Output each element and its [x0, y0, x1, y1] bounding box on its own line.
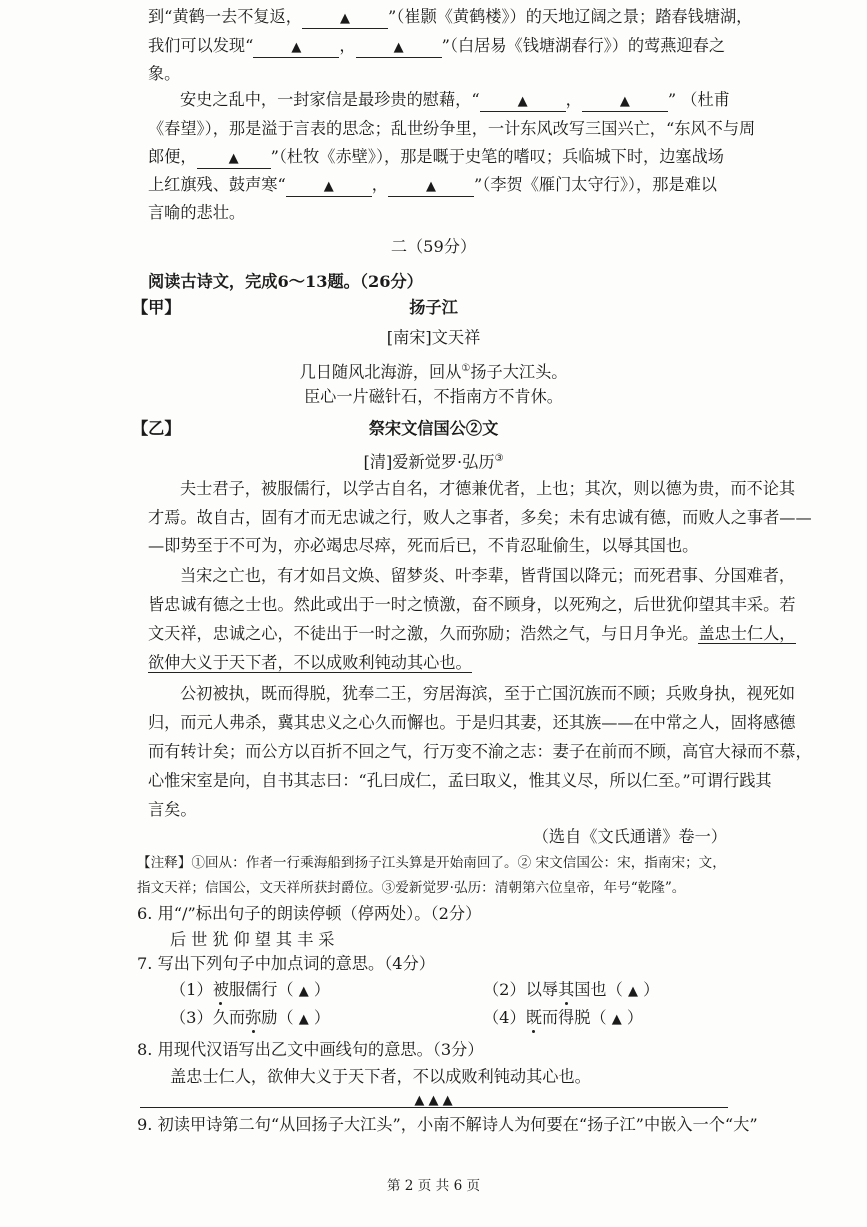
passage-text: 《春望》），那是溢于言表的思念；乱世纷争里，一计东风改写三国兴亡，“东风不与周 [148, 119, 756, 138]
prose-tag-yi: 【乙】 [132, 419, 181, 438]
passage-text: ， [339, 36, 356, 55]
prose-line: 当宋之亡也，有才如吕文焕、留梦炎、叶李辈，皆背国以降元；而死君事、分国难者， [180, 566, 796, 585]
underlined-sentence: 盖忠士仁人， [698, 624, 796, 643]
answer-area-marks[interactable]: ▲ ▲ ▲ [414, 1093, 453, 1108]
prose-line: 夫士君子，被服儒行，以学古自名，才德兼优者，上也；其次，则以德为贵，而不论其 [180, 479, 796, 498]
dotted-word: 被 [212, 980, 229, 999]
annotation-note: 【注释】①回从：作者一行乘海船到扬子江头算是开始南回了。② 宋文信国公：宋，指南宋；文， [137, 855, 726, 871]
poem-line: 几日随风北海游，回从①扬子大江头。 [299, 362, 568, 382]
prose-line: 言矣。 [148, 800, 197, 819]
question-7-item[interactable]: （1）被服儒行（ ▲ ） [170, 980, 331, 999]
question-7-stem: 7. 写出下列句子中加点词的意思。（4分） [137, 954, 435, 973]
passage-text: 上红旗残、鼓声寒“ [148, 175, 286, 194]
prose-line: 才焉。故自古，固有才而无忠诚之行，败人之事者，多矣；未有忠诚有德，而败人之事者—— [148, 508, 812, 527]
source-citation: （选自《文氏通谱》卷一） [532, 827, 727, 846]
answer-blank[interactable] [582, 91, 668, 112]
answer-blank[interactable] [356, 37, 442, 58]
prose-line: 文天祥，忠诚之心，不徒出于一时之激，久而弥励；浩然之气，与日月争光。盖忠士仁人， [148, 624, 796, 643]
triangle-icon: ▲ [298, 1012, 309, 1027]
footnote-mark: ① [461, 363, 471, 374]
passage-text: ” （杜甫 [667, 90, 730, 109]
prose-line: 而有转计矣；而公方以百折不回之气，行万变不渝之志：妻子在前而不顾，高官大禄而不慕， [148, 742, 812, 761]
question-7-item[interactable]: （2）以辱其国也（ ▲ ） [483, 980, 660, 999]
answer-blank[interactable] [388, 176, 474, 197]
answer-blank[interactable] [302, 8, 388, 29]
triangle-icon: ▲ [228, 151, 239, 166]
question-6-sentence[interactable]: 后世犹仰望其丰采 [170, 930, 340, 949]
triangle-icon: ▲ [323, 179, 334, 194]
passage-text: 郎便， [148, 147, 197, 166]
question-8-sentence: 盖忠士仁人，欲伸大义于天下者，不以成败利钝动其心也。 [170, 1067, 591, 1086]
passage-text: ”（崔颢《黄鹤楼》）的天地辽阔之景；踏春钱塘湖， [387, 7, 753, 26]
fill-passage-line [148, 174, 717, 197]
passage-text: ， [565, 90, 582, 109]
triangle-icon: ▲ [393, 40, 404, 55]
prose-title: 祭宋文信国公②文 [368, 419, 499, 438]
triangle-icon: ▲ [339, 11, 350, 26]
triangle-icon: ▲ [298, 984, 309, 999]
fill-passage-line [148, 146, 724, 169]
reading-instruction: 阅读古诗文，完成6～13题。（26分） [148, 272, 423, 291]
triangle-icon: ▲ [291, 40, 302, 55]
underlined-sentence: 欲伸大义于天下者，不以成败利钝动其心也。 [148, 653, 472, 672]
answer-blank[interactable] [253, 37, 339, 58]
passage-text: ”（李贺《雁门太守行》），那是难以 [473, 175, 717, 194]
dotted-word: 既 [525, 1008, 542, 1027]
triangle-icon: ▲ [619, 94, 630, 109]
question-6-stem: 6. 用“/”标出句子的朗读停顿（停两处）。（2分） [137, 904, 482, 923]
passage-text: ”（杜牧《赤壁》），那是嘅于史笔的嗜叹；兵临城下时，边塞战场 [270, 147, 724, 166]
passage-text: 言喻的悲壮。 [148, 203, 246, 222]
passage-text: ， [371, 175, 388, 194]
triangle-icon: ▲ [611, 1012, 622, 1027]
fill-passage-line [148, 6, 752, 29]
prose-line [148, 652, 472, 674]
passage-text: 象。 [148, 64, 181, 83]
section-title: 二（59分） [390, 237, 477, 256]
fill-passage-line [180, 89, 730, 112]
poem-tag-jia: 【甲】 [132, 298, 181, 317]
footnote-mark: ③ [494, 453, 504, 464]
page-footer: 第 2 页 共 6 页 [386, 1178, 481, 1194]
answer-blank[interactable] [480, 91, 566, 112]
passage-text: 我们可以发现“ [148, 36, 254, 55]
triangle-icon: ▲ [627, 984, 638, 999]
passage-text: ”（白居易《钱塘湖春行》）的莺燕迎春之 [441, 36, 726, 55]
poem-title: 扬子江 [409, 298, 458, 317]
dotted-word: 弥 [245, 1008, 262, 1027]
prose-line: 归，而元人弗杀，冀其忠义之心久而懈也。于是归其妻，还其族——在中常之人，固将感德 [148, 713, 796, 732]
question-9-stem: 9. 初读甲诗第二句“从回扬子大江头”，小南不解诗人为何要在“扬子江”中嵌入一个“大” [137, 1115, 758, 1134]
prose-line: 公初被执，既而得脱，犹奉二王，穷居海滨，至于亡国沉族而不顾；兵败身执，视死如 [180, 684, 796, 703]
answer-blank[interactable] [286, 176, 372, 197]
answer-line[interactable] [140, 1107, 728, 1108]
question-7-item[interactable]: （4）既而得脱（ ▲ ） [483, 1008, 644, 1027]
poem-line: 臣心一片磁针石，不指南方不肯休。 [304, 387, 563, 406]
prose-author: [清]爱新觉罗·弘历③ [363, 452, 504, 472]
question-8-stem: 8. 用现代汉语写出乙文中画线句的意思。（3分） [137, 1040, 484, 1059]
triangle-icon: ▲ [425, 179, 436, 194]
answer-blank[interactable] [197, 148, 271, 169]
fill-passage-line [148, 35, 725, 58]
dotted-word: 其 [558, 980, 575, 999]
poem-author: [南宋]文天祥 [386, 328, 481, 347]
footnote-mark: ② [465, 419, 483, 438]
passage-text: 安史之乱中，一封家信是最珍贵的慰藉，“ [180, 90, 480, 109]
passage-text: 到“黄鹤一去不复返， [148, 7, 302, 26]
prose-line: 心惟宋室是向，自书其志曰：“孔曰成仁，孟曰取义，惟其义尽，所以仁至。”可谓行践其 [148, 771, 772, 790]
annotation-note: 指文天祥；信国公，文天祥所获封爵位。③爱新觉罗·弘历：清朝第六位皇帝，年号“乾隆”。 [137, 880, 686, 896]
prose-line: 皆忠诚有德之士也。然此或出于一时之愤激，奋不顾身，以死殉之，后世犹仰望其丰采。若 [148, 595, 796, 614]
triangle-icon: ▲ [517, 94, 528, 109]
prose-line: —即势至于不可为，亦必竭忠尽瘁，死而后已，不肯忍耻偷生，以辱其国也。 [148, 536, 699, 555]
question-7-item[interactable]: （3）久而弥励（ ▲ ） [170, 1008, 331, 1027]
